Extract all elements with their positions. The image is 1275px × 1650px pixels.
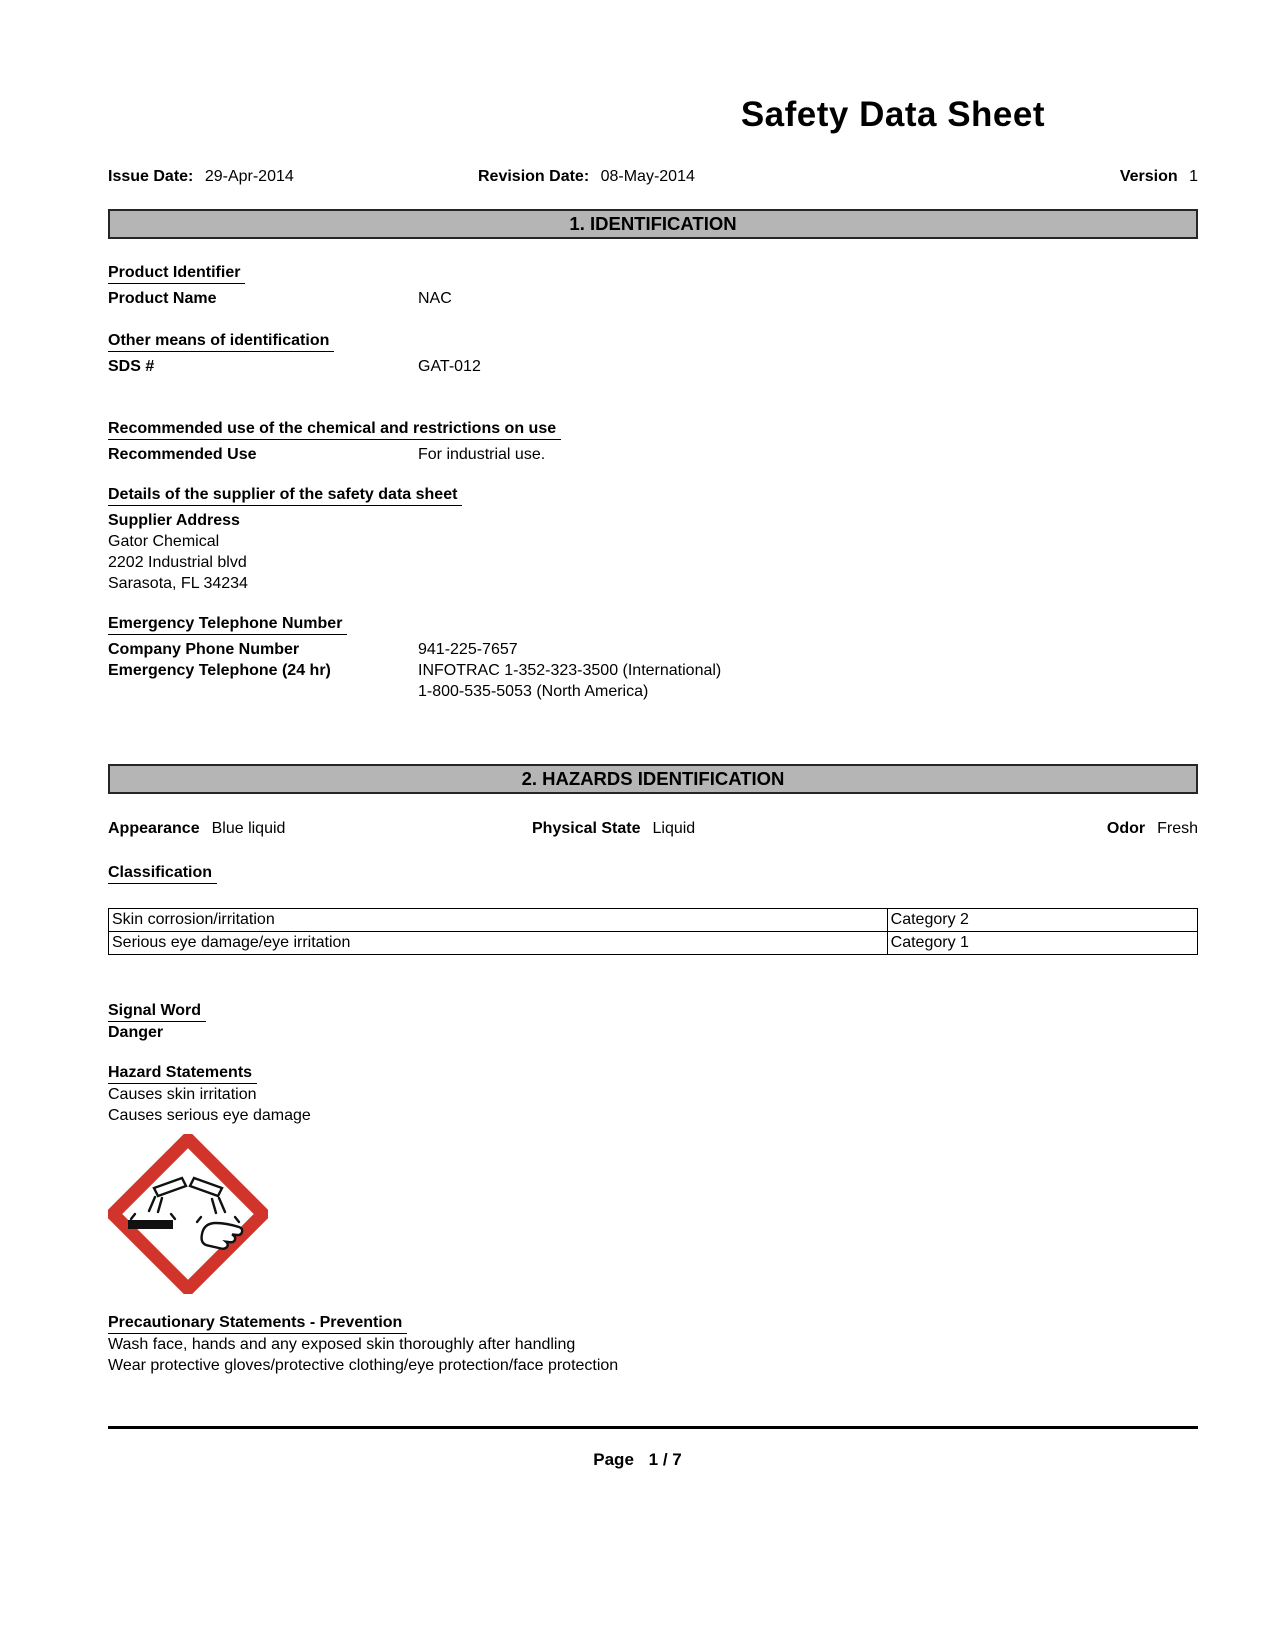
issue-date-value: 29-Apr-2014 [204, 168, 294, 185]
page-number-value: 1 / 7 [648, 1450, 682, 1469]
revision-date-label: Revision Date: [478, 168, 590, 185]
section-header-hazards: 2. HAZARDS IDENTIFICATION [108, 764, 1198, 794]
appearance-label: Appearance [108, 820, 200, 837]
hazard-category-cell: Category 1 [887, 932, 1197, 955]
version-label: Version [1119, 168, 1178, 185]
page-number-label: Page [593, 1450, 634, 1469]
odor-pair [1107, 818, 1198, 839]
appearance-value: Blue liquid [211, 820, 286, 837]
product-name-row [108, 288, 1198, 309]
recommended-use-label: Recommended Use [108, 446, 257, 463]
emergency-phone-line-1: INFOTRAC 1-352-323-3500 (International) [418, 662, 722, 679]
page-number [0, 1450, 1275, 1470]
emergency-phone-values [418, 660, 721, 702]
hazard-statement: Causes serious eye damage [108, 1107, 311, 1124]
section-header-identification: 1. IDENTIFICATION [108, 209, 1198, 239]
company-phone-value: 941-225-7657 [418, 641, 518, 658]
recommended-use-row [108, 444, 1198, 465]
revision-date-value: 08-May-2014 [600, 168, 695, 185]
appearance-row [108, 818, 1198, 839]
signal-word-heading: Signal Word [108, 1001, 206, 1022]
document-meta-row [108, 166, 1198, 187]
sds-number-row [108, 356, 1198, 377]
classification-heading: Classification [108, 863, 217, 884]
revision-date [478, 166, 695, 187]
emergency-phone-row [108, 660, 1198, 702]
company-phone-row [108, 639, 1198, 660]
hazard-class-cell: Skin corrosion/irritation [109, 909, 888, 932]
appearance-pair [108, 820, 285, 837]
emergency-phone-line-2: 1-800-535-5053 (North America) [418, 683, 649, 700]
emergency-phone-label: Emergency Telephone (24 hr) [108, 662, 331, 679]
hazard-category-cell: Category 2 [887, 909, 1197, 932]
signal-word-value: Danger [108, 1024, 164, 1041]
supplier-details-heading: Details of the supplier of the safety data sheet [108, 485, 462, 506]
odor-label: Odor [1106, 820, 1146, 837]
issue-date [108, 168, 294, 185]
company-phone-label: Company Phone Number [108, 641, 300, 658]
footer-divider [108, 1426, 1198, 1429]
precautionary-statement: Wash face, hands and any exposed skin thoroughly after handling [108, 1336, 576, 1353]
odor-value: Fresh [1157, 820, 1198, 837]
recommended-use-value: For industrial use. [418, 446, 546, 463]
product-name-value: NAC [418, 290, 452, 307]
ghs05-corrosion-pictogram-icon [108, 1134, 268, 1294]
hazard-statement: Causes skin irritation [108, 1086, 257, 1103]
physical-state-value: Liquid [652, 820, 696, 837]
table-row [109, 909, 1198, 932]
emergency-telephone-heading: Emergency Telephone Number [108, 614, 347, 635]
precautionary-heading: Precautionary Statements - Prevention [108, 1313, 407, 1334]
document-title: Safety Data Sheet [740, 95, 1045, 134]
version-value: 1 [1189, 168, 1198, 185]
supplier-name: Gator Chemical [108, 533, 220, 550]
hazard-statements-heading: Hazard Statements [108, 1063, 257, 1084]
physical-state-label: Physical State [532, 820, 641, 837]
recommended-use-heading: Recommended use of the chemical and restrictions on use [108, 419, 561, 440]
other-means-heading: Other means of identification [108, 331, 334, 352]
supplier-street: 2202 Industrial blvd [108, 554, 247, 571]
table-row [109, 932, 1198, 955]
classification-table [108, 908, 1198, 955]
hazard-class-cell: Serious eye damage/eye irritation [109, 932, 888, 955]
product-name-label: Product Name [108, 290, 217, 307]
physical-state-pair [532, 818, 695, 839]
sds-number-label: SDS # [108, 358, 155, 375]
supplier-city: Sarasota, FL 34234 [108, 575, 248, 592]
sds-number-value: GAT-012 [418, 358, 481, 375]
product-identifier-heading: Product Identifier [108, 263, 245, 284]
issue-date-label: Issue Date: [108, 168, 194, 185]
precautionary-statement: Wear protective gloves/protective clothing/eye protection/face protection [108, 1357, 619, 1374]
version [1120, 166, 1198, 187]
supplier-address-label: Supplier Address [108, 512, 240, 529]
